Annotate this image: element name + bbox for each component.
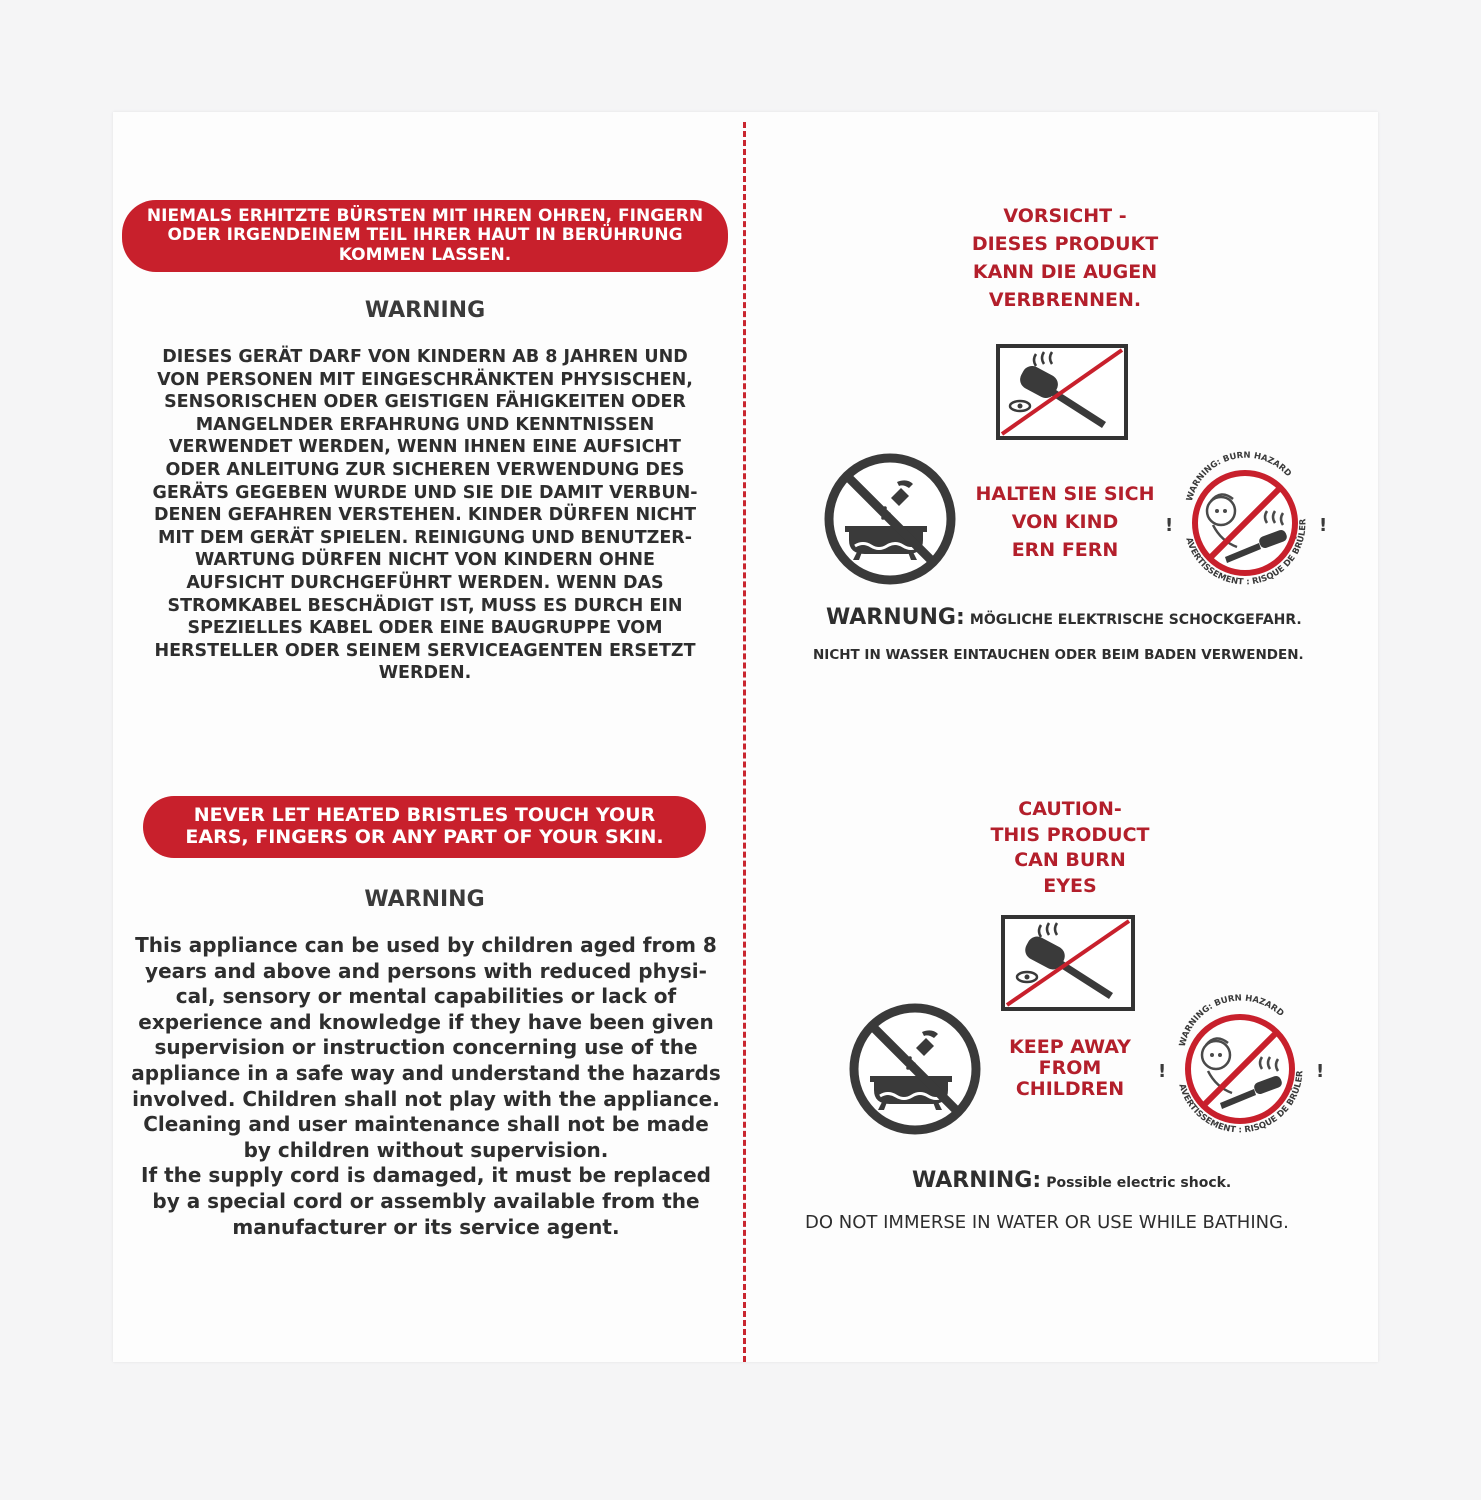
no-bathing-icon [848, 1002, 982, 1136]
warning-heading-english: WARNING [364, 887, 485, 912]
burn-hazard-badge-icon [1150, 985, 1330, 1145]
exclaim-right: ! [1319, 515, 1328, 536]
banner-german-text: NIEMALS ERHITZTE BÜRSTEN MIT IHREN OHREN, FINGERN ODER IRGENDEINEM TEIL IHRER HAUT IN BERÜHRUNG KOMMEN LASSEN. [146, 205, 704, 265]
burn-hazard-badge-icon [1155, 445, 1335, 595]
exclaim-left: ! [1158, 1061, 1167, 1082]
warning-body-german: DIESES GERÄT DARF VON KINDERN AB 8 JAHREN UND VON PERSONEN MIT EINGESCHRÄNKTEN PHYSISCHEN, SENSORISCHEN ODER GEISTIGEN FÄHIGKEITEN ODER MANGELNDER ERFAHRUNG UND KENNTNISSEN VERWENDET WERDEN, WENN IHNEN EINE AUFSICHT ODER ANLEITUNG ZUR SICHEREN VERWENDUNG DES GERÄTS GEGEBEN WURDE UND SIE DIE DAMIT VERBUN- DENEN GEFAHREN VERSTEHEN. KINDER DÜRFEN NICHT MIT DEM GERÄT SPIELEN. REINIGUNG UND BENUTZER- WARTUNG DÜRFEN NICHT VON KINDERN OHNE AUFSICHT DURCHGEFÜHRT WERDEN. WENN DAS STROMKABEL BESCHÄDIGT IST, MUSS ES DURCH EIN SPEZIELLES KABEL ODER EINE BAUGRUPPE VOM HERSTELLER ODER SEINEM SERVICEAGENTEN ERSETZT WERDEN. [152, 347, 698, 684]
banner-english-text: NEVER LET HEATED BRISTLES TOUCH YOUR EARS, FINGERS OR ANY PART OF YOUR SKIN. [185, 804, 664, 848]
warning-heading-german: WARNING [364, 298, 486, 323]
perforation-line [743, 122, 746, 1362]
burn-badge-bottom-text: AVERTISSEMENT : RISQUE DE BRÛLER [1183, 518, 1309, 588]
banner-german [122, 200, 728, 272]
burn-badge-bottom-text: AVERTISSEMENT : RISQUE DE BRÛLER [1176, 1070, 1306, 1136]
burn-badge-top-text: WARNING: BURN HAZARD [1184, 450, 1294, 503]
exclaim-right: ! [1316, 1061, 1325, 1082]
no-bathing-icon [823, 452, 957, 586]
exclaim-left: ! [1165, 515, 1174, 536]
keep-away-english: KEEP AWAY FROM CHILDREN [1009, 1036, 1131, 1100]
electric-warning-label: WARNING: [912, 1168, 1042, 1193]
eye-burn-warning-icon [1001, 915, 1135, 1011]
electric-warning-text: Possible electric shock. [1046, 1175, 1232, 1191]
electric-warning-text: MÖGLICHE ELEKTRISCHE SCHOCKGEFAHR. [969, 612, 1302, 628]
caution-german: VORSICHT - DIESES PRODUKT KANN DIE AUGEN VERBRENNEN. [971, 205, 1159, 311]
electric-warning-german [826, 605, 1302, 630]
electric-warning-english [912, 1168, 1231, 1193]
caution-english: CAUTION- THIS PRODUCT CAN BURN EYES [990, 798, 1150, 897]
electric-warning-label: WARNUNG: [826, 605, 965, 630]
immerse-warning-german: NICHT IN WASSER EINTAUCHEN ODER BEIM BADEN VERWENDEN. [813, 647, 1304, 663]
immerse-warning-english: DO NOT IMMERSE IN WATER OR USE WHILE BATHING. [805, 1212, 1289, 1233]
burn-badge-top-text: WARNING: BURN HAZARD [1177, 993, 1286, 1048]
warning-body-english: This appliance can be used by children aged from 8 years and above and persons with reduced physi- cal, sensory or mental capabilities or lack of experience and knowledge if they have been given supervision or instruction concerning use of the appliance in a safe way and understand the hazards involved. Children shall not play with the appliance. Cleaning and user maintenance shall not be made by children without supervision. If the supply cord is damaged, it must be replaced by a special cord or assembly available from the manufacturer or its service agent. [131, 933, 721, 1239]
eye-burn-warning-icon [996, 344, 1128, 440]
keep-away-german: HALTEN SIE SICH VON KIND ERN FERN [975, 483, 1155, 561]
banner-english [143, 796, 706, 858]
